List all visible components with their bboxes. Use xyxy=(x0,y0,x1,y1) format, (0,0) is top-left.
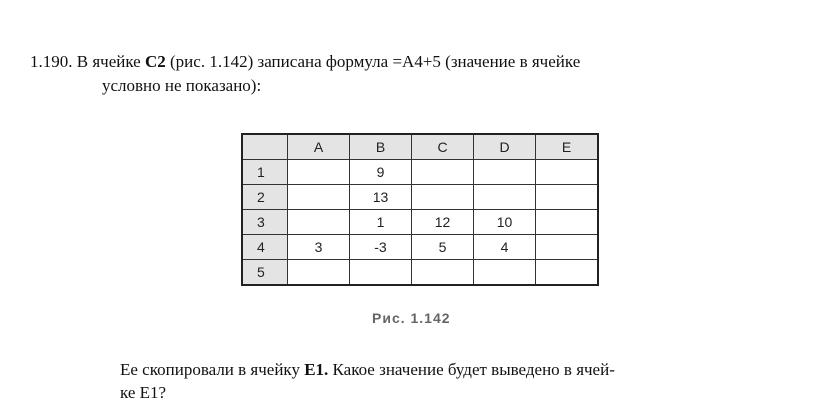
cell-b2: 13 xyxy=(350,185,412,210)
cell-a4: 3 xyxy=(288,235,350,260)
cell-e2 xyxy=(536,185,599,210)
cell-d4: 4 xyxy=(474,235,536,260)
row-header-4: 4 xyxy=(242,235,288,260)
problem-line-2: условно не показано): xyxy=(102,76,262,95)
column-header-e: E xyxy=(536,134,599,160)
row-header-1: 1 xyxy=(242,160,288,185)
column-header-d: D xyxy=(474,134,536,160)
problem-text-before-cell: В ячейке xyxy=(76,52,141,71)
row-header-2: 2 xyxy=(242,185,288,210)
table-row xyxy=(242,235,598,260)
spreadsheet-table xyxy=(241,133,599,286)
cell-d2 xyxy=(474,185,536,210)
row-header-5: 5 xyxy=(242,260,288,286)
cell-a5 xyxy=(288,260,350,286)
row-header-3: 3 xyxy=(242,210,288,235)
cell-d1 xyxy=(474,160,536,185)
cell-e1 xyxy=(536,160,599,185)
column-header-b: B xyxy=(350,134,412,160)
cell-a1 xyxy=(288,160,350,185)
question-text-before-cell: Ее скопировали в ячейку xyxy=(120,360,300,379)
problem-number: 1.190. xyxy=(30,52,73,71)
problem-statement xyxy=(30,50,792,98)
cell-d3: 10 xyxy=(474,210,536,235)
table-row xyxy=(242,160,598,185)
cell-b4: -3 xyxy=(350,235,412,260)
question-text-after-cell: Какое значение будет выведено в ячей- xyxy=(332,360,615,379)
table-row xyxy=(242,260,598,286)
column-header-a: A xyxy=(288,134,350,160)
cell-a3 xyxy=(288,210,350,235)
question-statement xyxy=(120,358,792,404)
cell-e5 xyxy=(536,260,599,286)
cell-b3: 1 xyxy=(350,210,412,235)
cell-c4: 5 xyxy=(412,235,474,260)
cell-c5 xyxy=(412,260,474,286)
cell-b5 xyxy=(350,260,412,286)
cell-e3 xyxy=(536,210,599,235)
table-row xyxy=(242,210,598,235)
cell-d5 xyxy=(474,260,536,286)
cell-a2 xyxy=(288,185,350,210)
question-line-2: ке E1? xyxy=(120,383,167,402)
cell-c1 xyxy=(412,160,474,185)
cell-c3: 12 xyxy=(412,210,474,235)
table-row xyxy=(242,185,598,210)
column-header-c: C xyxy=(412,134,474,160)
question-cell-ref: E1. xyxy=(304,360,329,379)
cell-c2 xyxy=(412,185,474,210)
cell-e4 xyxy=(536,235,599,260)
problem-cell-ref: C2 xyxy=(144,52,166,71)
column-header-row xyxy=(242,134,598,160)
figure-caption: Рис. 1.142 xyxy=(372,310,451,326)
cell-b1: 9 xyxy=(350,160,412,185)
problem-text-after-cell: (рис. 1.142) записана формула =A4+5 (значение в ячейке xyxy=(170,52,581,71)
corner-cell xyxy=(242,134,288,160)
problem-line-1 xyxy=(30,50,792,74)
